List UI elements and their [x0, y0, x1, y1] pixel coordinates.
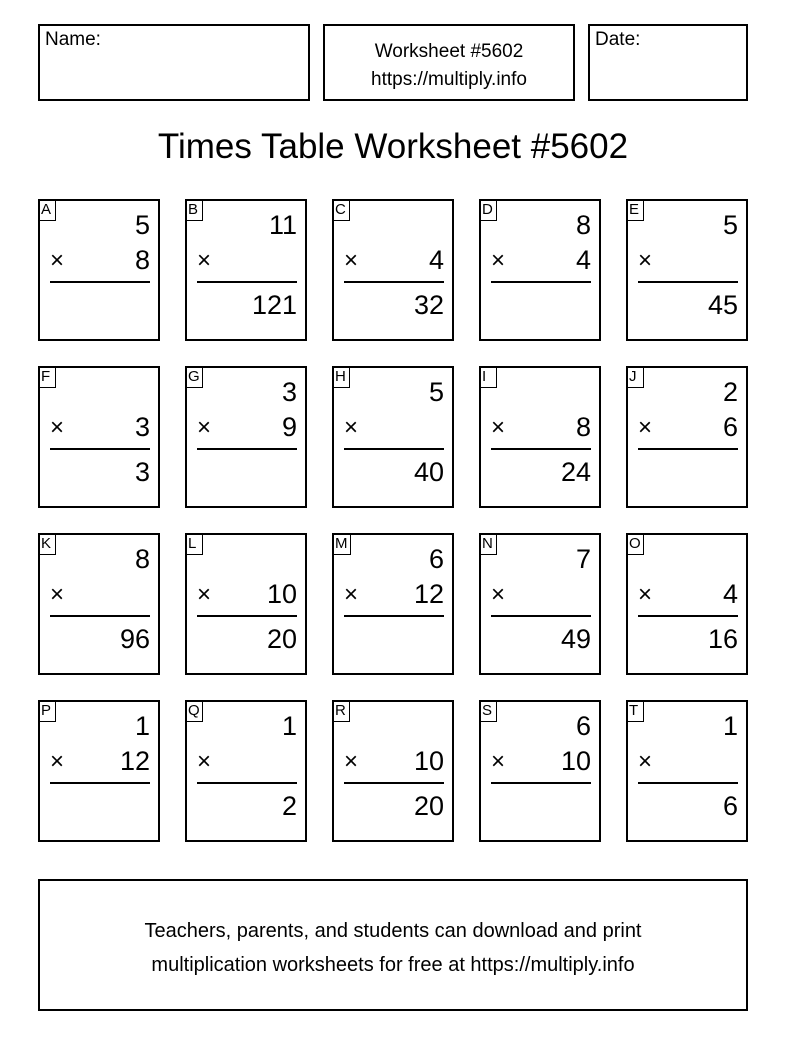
- product: 96: [119, 624, 150, 654]
- problem-h: [332, 366, 454, 508]
- multiplier: 3: [134, 412, 150, 442]
- times-sign: ×: [50, 581, 65, 608]
- problem-n: [479, 533, 601, 675]
- problem-label: C: [332, 199, 350, 221]
- answer-rule: [50, 782, 150, 784]
- problem-k: [38, 533, 160, 675]
- product: 2: [281, 791, 297, 821]
- multiplicand: 2: [722, 377, 738, 407]
- multiplier: 6: [722, 412, 738, 442]
- times-sign: ×: [197, 748, 212, 775]
- times-sign: ×: [638, 247, 653, 274]
- multiplicand: 7: [575, 544, 591, 574]
- multiplier: 10: [413, 746, 444, 776]
- answer-rule: [344, 782, 444, 784]
- answer-rule: [491, 448, 591, 450]
- answer-rule: [491, 782, 591, 784]
- multiplicand: 5: [722, 210, 738, 240]
- problem-g: [185, 366, 307, 508]
- problem-c: [332, 199, 454, 341]
- problem-label: A: [38, 199, 56, 221]
- product: 40: [413, 457, 444, 487]
- times-sign: ×: [344, 748, 359, 775]
- worksheet-number: Worksheet #5602: [374, 41, 524, 62]
- problem-label: N: [479, 533, 497, 555]
- multiplicand: 3: [281, 377, 297, 407]
- answer-rule: [491, 615, 591, 617]
- multiplicand: 6: [575, 711, 591, 741]
- multiplier: 9: [281, 412, 297, 442]
- problem-f: [38, 366, 160, 508]
- times-sign: ×: [344, 581, 359, 608]
- times-sign: ×: [197, 414, 212, 441]
- footer-line-1: Teachers, parents, and students can download and print: [144, 920, 642, 942]
- problem-t: [626, 700, 748, 842]
- answer-rule: [638, 615, 738, 617]
- multiplicand: 8: [134, 544, 150, 574]
- problem-label: L: [185, 533, 203, 555]
- times-sign: ×: [491, 414, 506, 441]
- problem-label: T: [626, 700, 644, 722]
- product: 32: [413, 290, 444, 320]
- footer-box: [38, 879, 748, 1011]
- times-sign: ×: [197, 581, 212, 608]
- problem-s: [479, 700, 601, 842]
- answer-rule: [638, 448, 738, 450]
- times-sign: ×: [344, 247, 359, 274]
- problem-q: [185, 700, 307, 842]
- multiplicand: 1: [134, 711, 150, 741]
- problem-label: H: [332, 366, 350, 388]
- problem-label: Q: [185, 700, 203, 722]
- times-sign: ×: [638, 748, 653, 775]
- answer-rule: [197, 615, 297, 617]
- multiplier: 8: [575, 412, 591, 442]
- product: 3: [134, 457, 150, 487]
- problem-a: [38, 199, 160, 341]
- multiplicand: 5: [428, 377, 444, 407]
- times-sign: ×: [491, 247, 506, 274]
- times-sign: ×: [50, 414, 65, 441]
- problem-label: D: [479, 199, 497, 221]
- problem-label: O: [626, 533, 644, 555]
- problem-label: I: [479, 366, 497, 388]
- multiplier: 12: [119, 746, 150, 776]
- answer-rule: [638, 782, 738, 784]
- answer-rule: [344, 615, 444, 617]
- product: 121: [251, 290, 297, 320]
- product: 16: [707, 624, 738, 654]
- times-sign: ×: [344, 414, 359, 441]
- problem-label: J: [626, 366, 644, 388]
- times-sign: ×: [491, 581, 506, 608]
- multiplier: 10: [560, 746, 591, 776]
- product: 24: [560, 457, 591, 487]
- answer-rule: [638, 281, 738, 283]
- worksheet-url: https://multiply.info: [371, 69, 527, 90]
- multiplicand: 5: [134, 210, 150, 240]
- multiplier: 8: [134, 245, 150, 275]
- product: 20: [266, 624, 297, 654]
- multiplicand: 1: [722, 711, 738, 741]
- answer-rule: [197, 782, 297, 784]
- problem-m: [332, 533, 454, 675]
- times-sign: ×: [491, 748, 506, 775]
- problem-b: [185, 199, 307, 341]
- answer-rule: [50, 448, 150, 450]
- problem-label: F: [38, 366, 56, 388]
- problem-label: G: [185, 366, 203, 388]
- multiplier: 4: [722, 579, 738, 609]
- multiplicand: 1: [281, 711, 297, 741]
- multiplier: 10: [266, 579, 297, 609]
- problem-label: M: [332, 533, 351, 555]
- times-sign: ×: [197, 247, 212, 274]
- multiplicand: 8: [575, 210, 591, 240]
- problem-label: B: [185, 199, 203, 221]
- problem-i: [479, 366, 601, 508]
- problem-label: S: [479, 700, 497, 722]
- answer-rule: [491, 281, 591, 283]
- answer-rule: [197, 281, 297, 283]
- product: 49: [560, 624, 591, 654]
- date-label: Date:: [595, 29, 641, 50]
- problem-r: [332, 700, 454, 842]
- problem-label: R: [332, 700, 350, 722]
- multiplicand: 11: [268, 210, 297, 240]
- multiplicand: 6: [428, 544, 444, 574]
- problem-p: [38, 700, 160, 842]
- answer-rule: [50, 615, 150, 617]
- product: 45: [707, 290, 738, 320]
- multiplier: 12: [413, 579, 444, 609]
- problem-j: [626, 366, 748, 508]
- answer-rule: [344, 448, 444, 450]
- problem-label: P: [38, 700, 56, 722]
- page-title: Times Table Worksheet #5602: [157, 127, 629, 166]
- multiplier: 4: [428, 245, 444, 275]
- times-sign: ×: [638, 414, 653, 441]
- problem-o: [626, 533, 748, 675]
- product: 20: [413, 791, 444, 821]
- times-sign: ×: [50, 247, 65, 274]
- answer-rule: [344, 281, 444, 283]
- times-sign: ×: [50, 748, 65, 775]
- problem-l: [185, 533, 307, 675]
- problem-e: [626, 199, 748, 341]
- product: 6: [722, 791, 738, 821]
- problem-d: [479, 199, 601, 341]
- footer-line-2: multiplication worksheets for free at https://multiply.info: [151, 954, 635, 976]
- problem-label: K: [38, 533, 56, 555]
- answer-rule: [50, 281, 150, 283]
- multiplier: 4: [575, 245, 591, 275]
- problem-label: E: [626, 199, 644, 221]
- name-label: Name:: [45, 29, 101, 50]
- times-sign: ×: [638, 581, 653, 608]
- answer-rule: [197, 448, 297, 450]
